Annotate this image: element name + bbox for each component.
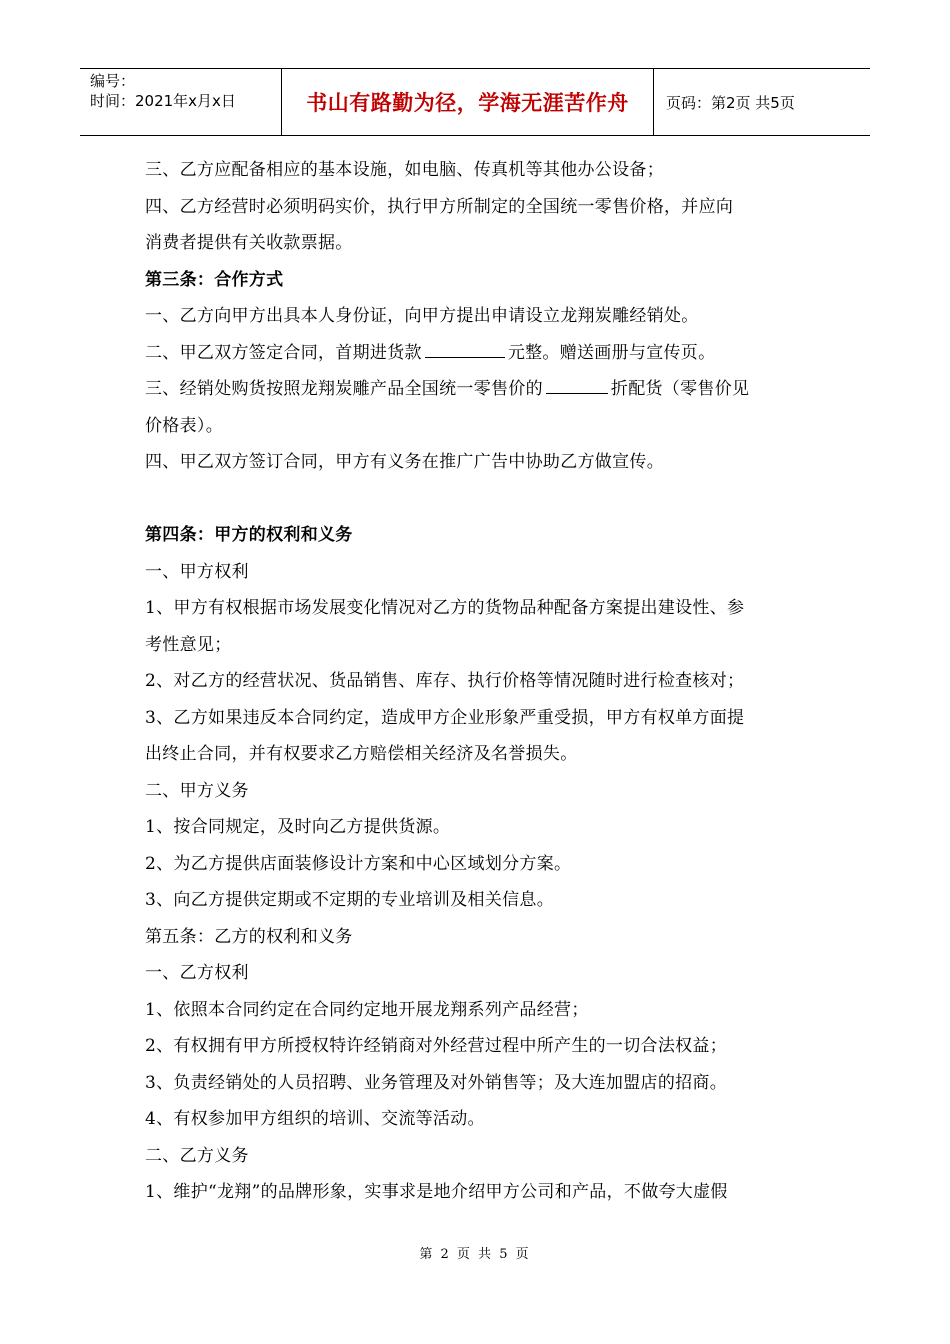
section-heading-5: 第五条：乙方的权利和义务 [145,926,353,947]
body-text: 三、经销处购货按照龙翔炭雕产品全国统一零售价的 [145,379,543,399]
body-line: 3、负责经销处的人员招聘、业务管理及对外销售等；及大连加盟店的招商。 [145,1072,728,1093]
body-line: 2、有权拥有甲方所授权特许经销商对外经营过程中所产生的一切合法权益； [145,1036,728,1056]
body-line: 1、维护“龙翔”的品牌形象，实事求是地介绍甲方公司和产品，不做夸大虚假 [145,1182,728,1202]
body-line: 1、甲方有权根据市场发展变化情况对乙方的货物品种配备方案提出建设性、参 [145,598,745,618]
body-line: 出终止合同，并有权要求乙方赔偿相关经济及名誉损失。 [145,744,578,764]
body-line: 四、乙方经营时必须明码实价，执行甲方所制定的全国统一零售价格，并应向 [145,196,734,217]
body-line: 价格表）。 [145,415,223,436]
page-footer: 第 2 页 共 5 页 [419,1247,531,1262]
body-text: 元整。赠送画册与宣传页。 [507,342,716,363]
body-text: 折配货（零售价见 [610,379,750,399]
body-line: 3、乙方如果违反本合同约定，造成甲方企业形象严重受损，甲方有权单方面提 [145,707,745,728]
header-motto: 书山有路勤为径，学海无涯苦作舟 [282,69,654,135]
page-header [80,68,870,136]
header-page-info: 页码：第2页 共5页 [666,93,795,112]
body-line-with-blank [145,335,815,372]
body-line: 考性意见； [145,634,232,655]
fill-blank-discount[interactable] [546,371,608,394]
body-line: 二、甲方义务 [145,780,249,801]
body-line: 2、为乙方提供店面装修设计方案和中心区域划分方案。 [145,853,572,874]
body-line: 2、对乙方的经营状况、货品销售、库存、执行价格等情况随时进行检查核对； [145,671,745,691]
body-line: 1、依照本合同约定在合同约定地开展龙翔系列产品经营； [145,999,589,1020]
body-text: 二、甲乙双方签定合同，首期进货款 [145,342,422,363]
body-line: 二、乙方义务 [145,1145,249,1166]
body-line: 四、甲乙双方签订合同，甲方有义务在推广广告中协助乙方做宣传。 [145,452,664,472]
section-heading-4: 第四条：甲方的权利和义务 [145,525,353,545]
body-line-with-blank [145,371,815,408]
body-line: 一、甲方权利 [145,561,249,582]
body-line: 4、有权参加甲方组织的培训、交流等活动。 [145,1109,485,1129]
body-line: 消费者提供有关收款票据。 [145,233,353,253]
document-number-label: 编号： [90,72,136,90]
body-line: 一、乙方向甲方出具本人身份证，向甲方提出申请设立龙翔炭雕经销处。 [145,306,699,326]
body-line: 3、向乙方提供定期或不定期的专业培训及相关信息。 [145,890,555,910]
document-date: 时间：2021年x月x日 [90,92,236,110]
body-line: 一、乙方权利 [145,963,249,983]
section-heading-3: 第三条：合作方式 [145,269,284,290]
fill-blank-amount[interactable] [425,335,505,358]
document-body [145,152,815,1211]
body-line: 1、按合同规定，及时向乙方提供货源。 [145,817,451,837]
spacer [145,481,815,518]
header-meta [80,69,282,135]
body-line: 三、乙方应配备相应的基本设施，如电脑、传真机等其他办公设备； [145,160,664,180]
